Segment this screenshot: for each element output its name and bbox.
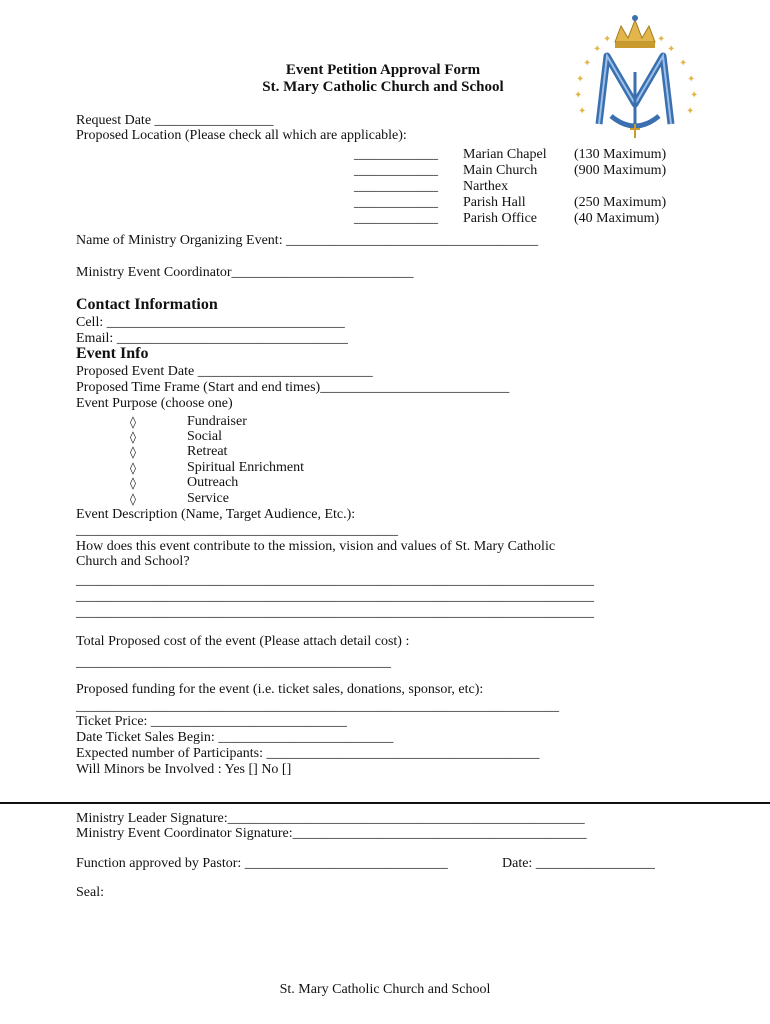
location-capacity: (130 Maximum) [574,147,667,162]
purpose-option: Fundraiser [187,414,247,429]
footer-text: St. Mary Catholic Church and School [279,982,491,997]
cell-field[interactable]: Cell: __________________________________ [76,315,345,330]
purpose-option: Outreach [187,475,239,490]
crown-icon [615,15,655,48]
diamond-icon[interactable]: ◊ [130,461,136,475]
svg-text:✦: ✦ [687,74,696,85]
proposed-location-label: Proposed Location (Please check all which are applicable): [76,128,407,143]
marian-monogram-icon [563,12,708,140]
event-time-field[interactable]: Proposed Time Frame (Start and end times)___________________________ [76,380,510,395]
location-capacity: (900 Maximum) [574,163,667,178]
funding-label: Proposed funding for the event (i.e. ticket sales, donations, sponsor, etc): [76,682,484,697]
diamond-icon[interactable]: ◊ [130,492,136,506]
ticket-price-field[interactable]: Ticket Price: ____________________________ [76,714,347,729]
ministry-name-field[interactable]: Name of Ministry Organizing Event: ____________________________________ [76,233,539,248]
mission-answer-line[interactable]: __________________________________________________________________________ [76,573,594,588]
location-name: Parish Hall [463,195,526,210]
diamond-icon[interactable]: ◊ [130,445,136,459]
contact-heading: Contact Information [76,296,218,313]
leader-signature-field[interactable]: Ministry Leader Signature:___________________________________________________ [76,811,585,826]
cost-field[interactable]: _____________________________________________ [76,655,391,670]
minors-field[interactable]: Will Minors be Involved : Yes [] No [] [76,762,292,777]
approval-date-field[interactable]: Date: _________________ [502,856,655,871]
location-blank[interactable]: ____________ [354,163,438,178]
svg-text:✦: ✦ [686,106,695,117]
event-description-label: Event Description (Name, Target Audience, Etc.): [76,507,356,522]
cost-label: Total Proposed cost of the event (Please attach detail cost) : [76,634,410,649]
funding-field[interactable]: _____________________________________________________________________ [76,699,559,714]
event-info-heading: Event Info [76,345,149,362]
location-blank[interactable]: ____________ [354,179,438,194]
svg-text:✦: ✦ [657,34,666,45]
location-blank[interactable]: ____________ [354,211,438,226]
mission-question: How does this event contribute to the mission, vision and values of St. Mary Catholic [76,539,556,554]
form-title: Event Petition Approval Form [285,62,481,78]
mission-answer-line[interactable]: __________________________________________________________________________ [76,605,594,620]
svg-text:✦: ✦ [574,90,583,101]
email-field[interactable]: Email: _________________________________ [76,331,348,346]
church-logo [563,12,708,140]
location-blank[interactable]: ____________ [354,195,438,210]
event-description-field[interactable]: ______________________________________________ [76,523,398,538]
diamond-icon[interactable]: ◊ [130,430,136,444]
mission-question-cont: Church and School? [76,554,190,569]
svg-text:✦: ✦ [603,34,612,45]
purpose-option: Service [187,491,229,506]
location-name: Marian Chapel [463,147,547,162]
diamond-icon[interactable]: ◊ [130,476,136,490]
request-date-field[interactable]: Request Date _________________ [76,113,274,128]
diamond-icon[interactable]: ◊ [130,415,136,429]
location-capacity: (250 Maximum) [574,195,667,210]
location-name: Main Church [463,163,538,178]
location-blank[interactable]: ____________ [354,147,438,162]
pastor-approval-field[interactable]: Function approved by Pastor: _____________________________ [76,856,448,871]
ticket-sales-field[interactable]: Date Ticket Sales Begin: _________________________ [76,730,394,745]
event-purpose-label: Event Purpose (choose one) [76,396,233,411]
svg-text:✦: ✦ [583,58,592,69]
form-subtitle: St. Mary Catholic Church and School [262,79,504,95]
location-name: Parish Office [463,211,537,226]
svg-text:✦: ✦ [576,74,585,85]
ministry-coordinator-field[interactable]: Ministry Event Coordinator__________________________ [76,265,414,280]
svg-text:✦: ✦ [667,44,676,55]
svg-text:✦: ✦ [578,106,587,117]
purpose-option: Spiritual Enrichment [187,460,305,475]
seal-label: Seal: [76,885,104,900]
purpose-option: Retreat [187,444,228,459]
event-date-field[interactable]: Proposed Event Date _________________________ [76,364,373,379]
divider [0,802,770,804]
purpose-option: Social [187,429,222,444]
participants-field[interactable]: Expected number of Participants: _______________________________________ [76,746,540,761]
coordinator-signature-field[interactable]: Ministry Event Coordinator Signature:__________________________________________ [76,826,587,841]
svg-text:✦: ✦ [593,44,602,55]
svg-text:✦: ✦ [690,90,699,101]
location-capacity: (40 Maximum) [574,211,660,226]
mission-answer-line[interactable]: __________________________________________________________________________ [76,589,594,604]
location-name: Narthex [463,179,509,194]
svg-text:✦: ✦ [679,58,688,69]
